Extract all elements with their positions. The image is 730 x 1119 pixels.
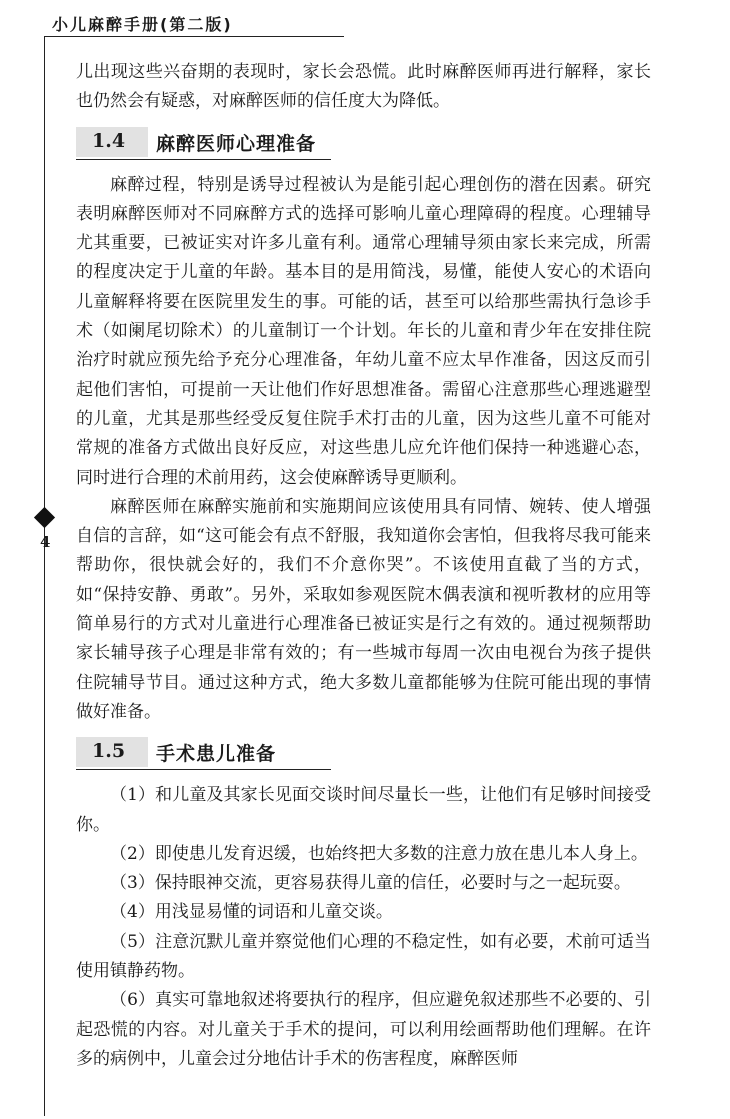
margin-rule <box>44 36 45 1116</box>
list-item: （2）即使患儿发育迟缓，也始终把大多数的注意力放在患儿本人身上。 <box>110 843 648 864</box>
section-number: 1.5 <box>92 740 126 763</box>
page-marker-diamond-icon <box>34 507 55 528</box>
section-heading-1-4 <box>76 127 651 163</box>
section-heading-1-5 <box>76 737 651 773</box>
list-item: （1）和儿童及其家长见面交谈时间尽量长一些，让他们有足够时间接受你。 <box>76 785 651 835</box>
list-item: （4）用浅显易懂的词语和儿童交谈。 <box>110 902 393 923</box>
running-head: 小儿麻醉手册(第二版) <box>52 15 233 34</box>
paragraph: 麻醉医师在麻醉实施前和实施期间应该使用具有同情、婉转、使人增强自信的言辞，如“这可能会有点不舒服，我知道你会害怕，但我将尽我可能来帮助你，很快就会好的，我们不介意你哭”。不该使用直截了当的方式，如“保持安静、勇敢”。另外，采取如参观医院木偶表演和视听教材的应用等简单易行的方式对儿童进行心理准备已被证实是行之有效的。通过视频帮助家长辅导孩子心理是非常有效的；有一些城市每周一次由电视台为孩子提供住院辅导节目。通过这种方式，绝大多数儿童都能够为住院可能出现的事情做好准备。 <box>76 496 651 722</box>
section-title: 手术患儿准备 <box>156 743 277 766</box>
list-item: （3）保持眼神交流，更容易获得儿童的信任，必要时与之一起玩耍。 <box>110 873 631 894</box>
section-number: 1.4 <box>92 129 126 152</box>
paragraph: 麻醉过程，特别是诱导过程被认为是能引起心理创伤的潜在因素。研究表明麻醉医师对不同麻醉方式的选择可影响儿童心理障碍的程度。心理辅导尤其重要，已被证实对许多儿童有利。通常心理辅导须由家长来完成，所需的程度决定于儿童的年龄。基本目的是用简浅，易懂，能使人安心的术语向儿童解释将要在医院里发生的事。可能的话，甚至可以给那些需执行急诊手术（如阑尾切除术）的儿童制订一个计划。年长的儿童和青少年在安排住院治疗时就应预先给予充分心理准备，年幼儿童不应太早作准备，因这反而引起他们害怕，可提前一天让他们作好思想准备。需留心注意那些心理逃避型的儿童，尤其是那些经受反复住院手术打击的儿童，因为这些儿童不可能对常规的准备方式做出良好反应，对这些患儿应允许他们保持一种逃避心态，同时进行合理的术前用药，这会使麻醉诱导更顺利。 <box>76 174 651 488</box>
page-body <box>76 58 651 1074</box>
section-title: 麻醉医师心理准备 <box>156 132 317 155</box>
page-number: 4 <box>40 533 51 551</box>
intro-paragraph: 儿出现这些兴奋期的表现时，家长会恐慌。此时麻醉医师再进行解释，家长也仍然会有疑惑，对麻醉医师的信任度大为降低。 <box>76 62 651 112</box>
section-underline <box>76 769 331 770</box>
header-rule <box>44 36 344 37</box>
list-item: （6）真实可靠地叙述将要执行的程序，但应避免叙述那些不必要的、引起恐慌的内容。对儿童关于手术的提问，可以利用绘画帮助他们理解。在许多的病例中，儿童会过分地估计手术的伤害程度，麻醉医师 <box>76 990 651 1069</box>
section-underline <box>76 159 331 160</box>
list-item: （5）注意沉默儿童并察觉他们心理的不稳定性，如有必要，术前可适当使用镇静药物。 <box>76 931 651 982</box>
